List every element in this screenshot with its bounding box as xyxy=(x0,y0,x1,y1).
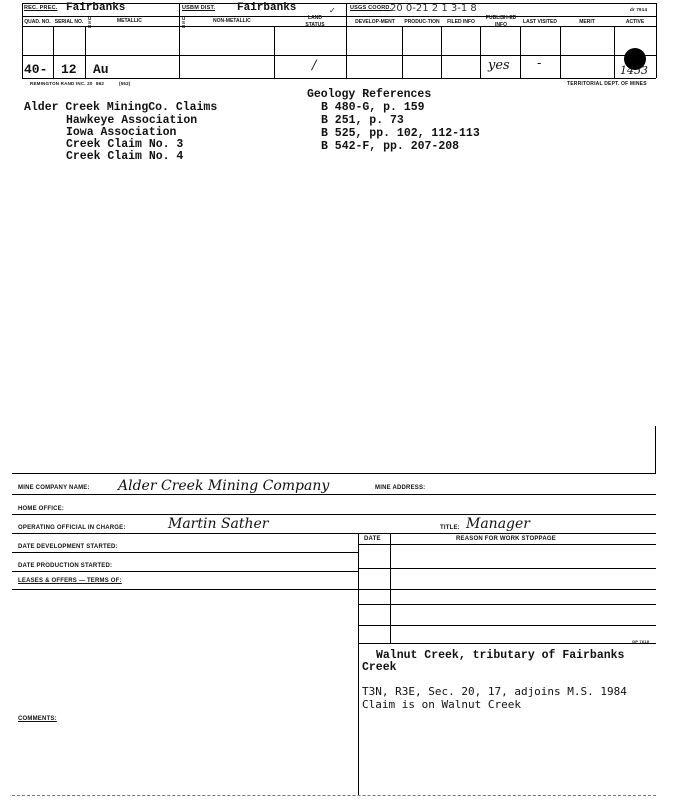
active-value: 1453 xyxy=(620,64,648,77)
non-metallic-header: NON-METALLIC xyxy=(213,18,251,24)
quad-no-value: 40- xyxy=(24,62,48,77)
mine-address-label: MINE ADDRESS: xyxy=(375,485,426,491)
home-office-label: HOME OFFICE: xyxy=(18,506,65,512)
comments-label: COMMENTS: xyxy=(18,716,57,722)
printer-code-2: (552) xyxy=(119,81,131,86)
location-note-line: T3N, R3E, Sec. 20, 17, adjoins M.S. 1984 xyxy=(362,685,627,698)
last-visited-header: LAST VISITED xyxy=(523,18,557,25)
location-note-line: Creek xyxy=(362,661,397,674)
reason-column-header: REASON FOR WORK STOPPAGE xyxy=(456,536,556,542)
usb-right-header: U S B xyxy=(182,16,186,29)
development-header: DEVELOP-MENT xyxy=(355,18,395,25)
stoppage-form-code: GP 7618 xyxy=(632,639,650,644)
geology-ref: B 525, pp. 102, 112-113 xyxy=(321,127,480,140)
claim-item: Creek Claim No. 4 xyxy=(66,150,184,163)
form-code: dr 7614 xyxy=(630,7,648,12)
claims-title: Alder Creek MiningCo. Claims xyxy=(24,101,218,114)
geology-ref: B 542-F, pp. 207-208 xyxy=(321,140,460,153)
serial-no-header: SERIAL NO. xyxy=(54,18,84,25)
company-name-label: MINE COMPANY NAME: xyxy=(18,485,90,491)
usb-left-header: U S B xyxy=(88,16,92,29)
location-note-line: Claim is on Walnut Creek xyxy=(362,698,521,711)
metallic-header: METALLIC xyxy=(117,18,142,24)
agency-imprint: TERRITORIAL DEPT. OF MINES xyxy=(567,81,647,87)
printer-imprint: REMINGTON RAND INC. 20 xyxy=(30,81,93,86)
usgs-coord-value: 20 0-21 2 1 3-1 8 xyxy=(390,3,477,14)
quad-no-header: QUAD. NO. xyxy=(24,18,51,25)
date-column-header: DATE xyxy=(364,536,381,542)
title-value: Manager xyxy=(466,516,530,532)
printer-code-1: 862 xyxy=(96,81,105,86)
rec-prec-value: Fairbanks xyxy=(66,2,126,14)
date-development-label: DATE DEVELOPMENT STARTED: xyxy=(18,544,118,550)
production-header: PRODUC-TION xyxy=(404,18,440,25)
geology-title: Geology References xyxy=(307,88,432,101)
claim-item: Iowa Association xyxy=(66,126,177,139)
operating-official-value: Martin Sather xyxy=(168,516,269,532)
claim-item: Hawkeye Association xyxy=(66,114,198,127)
date-production-label: DATE PRODUCTION STARTED: xyxy=(18,563,113,569)
usbm-dist-value: Fairbanks xyxy=(237,2,297,14)
usgs-coord-label: USGS COORD. xyxy=(350,5,392,11)
geology-ref: B 251, p. 73 xyxy=(321,114,404,127)
leases-label: LEASES & OFFERS — TERMS OF: xyxy=(18,578,122,584)
published-info-value: yes xyxy=(488,58,510,73)
operating-official-label: OPERATING OFFICIAL IN CHARGE: xyxy=(18,525,126,531)
merit-header: MERIT xyxy=(579,18,595,25)
geology-ref: B 480-G, p. 159 xyxy=(321,101,425,114)
active-header: ACTIVE xyxy=(625,18,645,25)
claim-item: Creek Claim No. 3 xyxy=(66,138,184,151)
published-info-header: PUBLISH-ED INFO xyxy=(485,15,517,28)
usbm-dist-label: USBM DIST. xyxy=(182,5,216,11)
last-visited-value: - xyxy=(537,56,542,71)
location-note-line: Walnut Creek, tributary of Fairbanks xyxy=(376,649,625,662)
metallic-value: Au xyxy=(93,62,109,77)
land-status-header: LAND STATUS xyxy=(305,15,325,28)
rec-prec-label: REC. PREC. xyxy=(24,5,58,11)
filed-info-header: FILED INFO xyxy=(447,18,475,25)
serial-no-value: 12 xyxy=(61,62,77,77)
title-label: TITLE: xyxy=(440,525,460,531)
company-name-value: Alder Creek Mining Company xyxy=(118,478,330,494)
check-mark-icon: ✓ xyxy=(329,6,336,15)
land-status-value: / xyxy=(312,58,317,73)
